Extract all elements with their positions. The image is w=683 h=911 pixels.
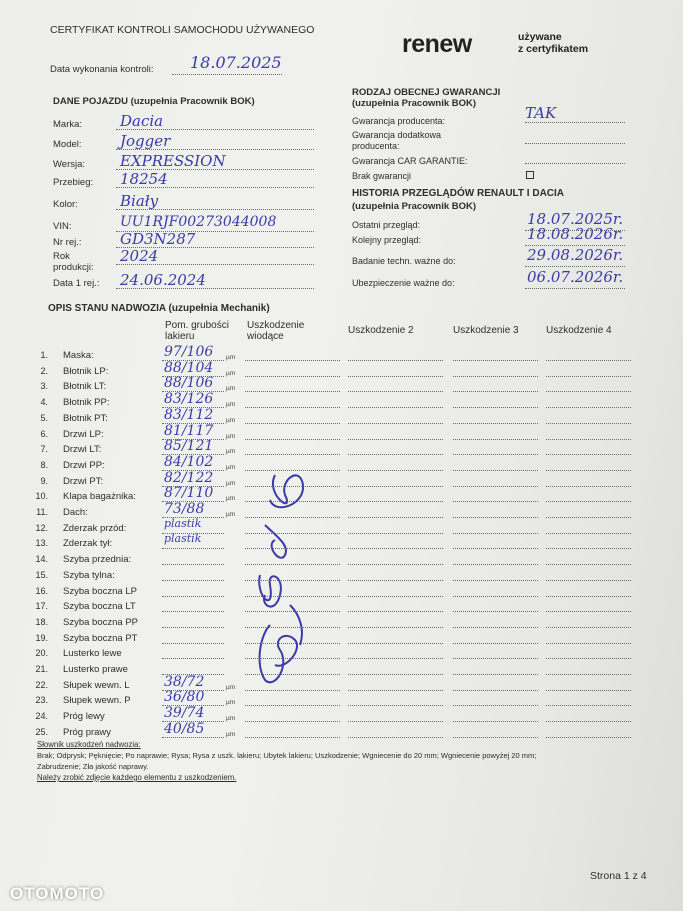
damage3-line [453, 658, 538, 659]
body-row-number: 2. [40, 366, 48, 376]
history-heading-2: (uzupełnia Pracownik BOK) [352, 201, 477, 212]
damage4-line [546, 674, 631, 675]
damage1-line [245, 454, 340, 455]
thickness-value: 38/72 [164, 674, 205, 690]
damage4-line [546, 533, 631, 534]
damage2-line [348, 486, 443, 487]
vehicle-field-label: Data 1 rej.: [53, 278, 100, 289]
damage4-line [546, 517, 631, 518]
damage4-line [546, 737, 631, 738]
body-row-number: 6. [40, 429, 48, 439]
brand-tagline [518, 31, 588, 55]
damage3-line [453, 439, 538, 440]
thickness-value: 36/80 [164, 689, 205, 705]
damage2-header: Uszkodzenie 2 [348, 325, 414, 336]
date-value: 18.07.2025 [190, 53, 282, 72]
damage4-line [546, 423, 631, 424]
thickness-line [162, 564, 224, 565]
body-row-number: 12. [35, 523, 48, 533]
damage3-line [453, 391, 538, 392]
damage2-line [348, 407, 443, 408]
damage1-line [245, 690, 340, 691]
damage4-line [546, 596, 631, 597]
damage4-header: Uszkodzenie 4 [546, 325, 612, 336]
date-label: Data wykonania kontroli: [50, 64, 154, 75]
thickness-line [162, 627, 224, 628]
body-row-number: 5. [40, 413, 48, 423]
body-row-label: Szyba boczna PP [63, 617, 138, 628]
damage3-line [453, 643, 538, 644]
damage2-line [348, 627, 443, 628]
thickness-value: plastik [164, 517, 202, 530]
damage3-line [453, 705, 538, 706]
history-field-value: 06.07.2026r. [527, 268, 624, 286]
unit-label: µm [226, 715, 236, 722]
damage2-line [348, 439, 443, 440]
damage3-line [453, 690, 538, 691]
damage3-line [453, 501, 538, 502]
body-row-number: 9. [40, 476, 48, 486]
damage2-line [348, 705, 443, 706]
damage3-line [453, 517, 538, 518]
unit-label: µm [226, 495, 236, 502]
damage2-line [348, 643, 443, 644]
unit-label: µm [226, 448, 236, 455]
damage2-line [348, 501, 443, 502]
thickness-line [162, 611, 224, 612]
body-row-label: Szyba tylna: [63, 570, 115, 581]
damage3-line [453, 596, 538, 597]
damage3-line [453, 674, 538, 675]
body-row-number: 24. [35, 711, 48, 721]
thickness-value: 85/121 [164, 438, 214, 454]
damage1-line [245, 470, 340, 471]
thickness-line [162, 548, 224, 549]
history-field-label: Ostatni przegląd: [352, 220, 421, 230]
thickness-value: 88/104 [164, 360, 214, 376]
page-number: Strona 1 z 4 [590, 870, 647, 882]
damage1-line [245, 533, 340, 534]
tagline-line1: używane [518, 31, 562, 43]
history-field-value: 29.08.2026r. [527, 246, 624, 264]
body-row-label: Szyba boczna LP [63, 586, 137, 597]
body-row-label: Błotnik PP: [63, 397, 110, 408]
unit-label: µm [226, 731, 236, 738]
damage1-line [245, 501, 340, 502]
body-row-number: 23. [35, 695, 48, 705]
brand-logo: renew [402, 30, 472, 58]
damage4-line [546, 470, 631, 471]
damage1-line [245, 391, 340, 392]
body-row-number: 25. [35, 727, 48, 737]
body-row-number: 1. [40, 350, 48, 360]
damage4-line [546, 580, 631, 581]
damage1-line [245, 376, 340, 377]
damage4-line [546, 627, 631, 628]
unit-label: µm [226, 684, 236, 691]
thickness-value: 39/74 [164, 705, 205, 721]
damage1-line [245, 674, 340, 675]
unit-label: µm [226, 433, 236, 440]
vehicle-field-value: 24.06.2024 [120, 271, 206, 289]
additional-warranty-label-1: Gwarancja dodatkowa [352, 130, 442, 140]
damage4-line [546, 658, 631, 659]
damage1-line [245, 596, 340, 597]
body-row-label: Drzwi LT: [63, 444, 102, 455]
damage2-line [348, 517, 443, 518]
damage1-line [245, 580, 340, 581]
body-row-label: Lusterko lewe [63, 648, 122, 659]
damage3-line [453, 376, 538, 377]
damage1-line [245, 721, 340, 722]
damage4-line [546, 690, 631, 691]
damage4-line [546, 721, 631, 722]
body-row-label: Dach: [63, 507, 88, 518]
vehicle-field-value: UU1RJF00273044008 [120, 214, 277, 230]
body-row-number: 13. [35, 538, 48, 548]
unit-label: µm [226, 417, 236, 424]
damage3-line [453, 580, 538, 581]
thickness-line [162, 596, 224, 597]
damage1-line [245, 548, 340, 549]
legend-title: Słownik uszkodzeń nadwozia: [37, 740, 141, 749]
unit-label: µm [226, 354, 236, 361]
vehicle-field-value: Biały [120, 192, 159, 210]
damage4-line [546, 705, 631, 706]
damage2-line [348, 454, 443, 455]
body-row-number: 19. [35, 633, 48, 643]
vehicle-field-value: Jogger [120, 132, 171, 150]
body-row-number: 14. [35, 554, 48, 564]
damage1-line [245, 360, 340, 361]
damage3-line [453, 548, 538, 549]
vehicle-field-value: 18254 [120, 170, 168, 188]
history-field-label: Badanie techn. ważne do: [352, 256, 456, 266]
damage2-line [348, 376, 443, 377]
body-row-number: 21. [35, 664, 48, 674]
body-row-label: Drzwi PT: [63, 476, 104, 487]
body-row-label: Drzwi PP: [63, 460, 105, 471]
thickness-header-1: Pom. grubości [165, 320, 229, 331]
thickness-value: 83/112 [164, 407, 214, 423]
thickness-value: 87/110 [164, 485, 214, 501]
damage2-line [348, 737, 443, 738]
damage2-line [348, 658, 443, 659]
damage3-line [453, 486, 538, 487]
otomoto-watermark: OTOMOTO [10, 884, 105, 903]
unit-label: µm [226, 480, 236, 487]
damage4-line [546, 454, 631, 455]
warranty-heading-1: RODZAJ OBECNEJ GWARANCJI [352, 87, 501, 98]
vehicle-field-label: Kolor: [53, 199, 78, 210]
body-row-label: Próg prawy [63, 727, 112, 738]
vehicle-field-label: produkcji: [53, 262, 94, 273]
unit-label: µm [226, 464, 236, 471]
vehicle-field-value: GD3N287 [120, 230, 196, 248]
body-row-number: 10. [35, 491, 48, 501]
vehicle-field-value: EXPRESSION [120, 152, 226, 170]
damage4-line [546, 407, 631, 408]
car-garantie-label: Gwarancja CAR GARANTIE: [352, 156, 468, 166]
history-field-label: Ubezpieczenie ważne do: [352, 278, 455, 288]
body-row-number: 22. [35, 680, 48, 690]
legend-line-1: Brak; Odprysk; Pęknięcie; Po naprawie; Rysa; Rysa z uszk. lakieru; Ubytek lakieru; Uszkodzenie; Wgniecenie do 20 mm; Wgniecenie powyżej 20 mm; [37, 751, 537, 760]
body-row-number: 18. [35, 617, 48, 627]
body-row-label: Zderzak tył: [63, 538, 113, 549]
thickness-value: plastik [164, 532, 202, 545]
damage4-line [546, 376, 631, 377]
damage3-line [453, 627, 538, 628]
thickness-value: 81/117 [164, 423, 214, 439]
additional-warranty-label-2: producenta: [352, 141, 400, 151]
vehicle-field-label: Przebieg: [53, 177, 94, 188]
damage2-line [348, 423, 443, 424]
body-row-number: 20. [35, 648, 48, 658]
damage1-header-2: wiodące [247, 331, 284, 342]
unit-label: µm [226, 511, 236, 518]
damage1-line [245, 627, 340, 628]
damage4-line [546, 360, 631, 361]
unit-label: µm [226, 699, 236, 706]
damage3-line [453, 454, 538, 455]
vehicle-field-label: Rok [53, 251, 70, 262]
damage4-line [546, 564, 631, 565]
body-row-label: Zderzak przód: [63, 523, 127, 534]
vehicle-field-label: Model: [53, 139, 82, 150]
damage1-line [245, 737, 340, 738]
damage4-line [546, 548, 631, 549]
damage3-line [453, 407, 538, 408]
thickness-header-2: lakieru [165, 331, 195, 342]
date-line [172, 74, 282, 75]
thickness-line [162, 658, 224, 659]
damage1-line [245, 611, 340, 612]
damage1-line [245, 705, 340, 706]
vehicle-field-label: VIN: [53, 221, 72, 232]
producer-warranty-line [525, 122, 625, 123]
no-warranty-label: Brak gwarancji [352, 171, 412, 181]
legend-note: Należy zrobić zdjęcie każdego elementu z uszkodzeniem. [37, 773, 237, 782]
damage3-line [453, 564, 538, 565]
body-row-label: Lusterko prawe [63, 664, 128, 675]
body-row-label: Szyba boczna LT [63, 601, 136, 612]
producer-warranty-value: TAK [525, 104, 557, 122]
damage4-line [546, 643, 631, 644]
car-garantie-line [525, 163, 625, 164]
damage3-line [453, 423, 538, 424]
mechanic-signature-icon [245, 455, 325, 695]
damage4-line [546, 611, 631, 612]
body-row-label: Drzwi LP: [63, 429, 104, 440]
damage2-line [348, 533, 443, 534]
damage3-line [453, 611, 538, 612]
unit-label: µm [226, 385, 236, 392]
body-condition-heading: OPIS STANU NADWOZIA (uzupełnia Mechanik) [48, 303, 270, 314]
thickness-value: 40/85 [164, 721, 205, 737]
body-row-number: 16. [35, 586, 48, 596]
damage1-line [245, 517, 340, 518]
form-title: CERTYFIKAT KONTROLI SAMOCHODU UŻYWANEGO [50, 24, 315, 36]
body-row-label: Maska: [63, 350, 94, 361]
unit-label: µm [226, 401, 236, 408]
damage2-line [348, 360, 443, 361]
body-row-label: Błotnik PT: [63, 413, 108, 424]
damage1-line [245, 658, 340, 659]
additional-warranty-line [525, 143, 625, 144]
damage1-line [245, 439, 340, 440]
history-field-line [525, 288, 625, 289]
damage1-line [245, 486, 340, 487]
damage1-line [245, 564, 340, 565]
body-row-number: 8. [40, 460, 48, 470]
damage3-line [453, 721, 538, 722]
damage3-line [453, 470, 538, 471]
damage2-line [348, 721, 443, 722]
history-heading-1: HISTORIA PRZEGLĄDÓW RENAULT I DACIA [352, 188, 565, 199]
body-row-label: Próg lewy [63, 711, 105, 722]
body-row-label: Klapa bagażnika: [63, 491, 136, 502]
damage1-line [245, 423, 340, 424]
damage2-line [348, 564, 443, 565]
warranty-heading-2: (uzupełnia Pracownik BOK) [352, 98, 477, 109]
tagline-line2: z certyfikatem [518, 43, 589, 55]
body-row-number: 4. [40, 397, 48, 407]
thickness-value: 83/126 [164, 391, 214, 407]
damage4-line [546, 486, 631, 487]
damage2-line [348, 548, 443, 549]
damage1-line [245, 407, 340, 408]
damage2-line [348, 611, 443, 612]
history-field-value: 18.07.2025r. [527, 210, 624, 228]
body-row-label: Błotnik LT: [63, 381, 107, 392]
thickness-value: 88/106 [164, 375, 214, 391]
damage2-line [348, 580, 443, 581]
vehicle-field-label: Nr rej.: [53, 237, 82, 248]
legend-line-2: Zabrudzenie; Zła jakość naprawy. [37, 762, 149, 771]
damage3-header: Uszkodzenie 3 [453, 325, 519, 336]
damage2-line [348, 674, 443, 675]
vehicle-field-label: Marka: [53, 119, 83, 130]
body-row-number: 11. [36, 507, 48, 517]
thickness-value: 73/88 [164, 501, 205, 517]
damage4-line [546, 439, 631, 440]
damage4-line [546, 501, 631, 502]
vehicle-heading: DANE POJAZDU (uzupełnia Pracownik BOK) [53, 96, 255, 107]
no-warranty-checkbox[interactable] [526, 171, 534, 179]
thickness-value: 84/102 [164, 454, 214, 470]
damage3-line [453, 737, 538, 738]
damage2-line [348, 690, 443, 691]
thickness-line [162, 737, 224, 738]
body-row-number: 17. [35, 601, 48, 611]
producer-warranty-label: Gwarancja producenta: [352, 116, 446, 126]
body-row-number: 7. [40, 444, 48, 454]
history-field-line [525, 266, 625, 267]
damage1-line [245, 643, 340, 644]
thickness-value: 97/106 [164, 344, 214, 360]
unit-label: µm [226, 370, 236, 377]
history-field-value: 18.08.2026r. [527, 225, 624, 243]
damage4-line [546, 391, 631, 392]
damage2-line [348, 470, 443, 471]
damage2-line [348, 391, 443, 392]
body-row-number: 15. [35, 570, 48, 580]
body-row-label: Słupek wewn. P [63, 695, 131, 706]
vehicle-field-label: Wersja: [53, 159, 86, 170]
body-row-label: Szyba przednia: [63, 554, 132, 565]
body-row-label: Błotnik LP: [63, 366, 109, 377]
thickness-line [162, 643, 224, 644]
damage2-line [348, 596, 443, 597]
history-field-label: Kolejny przegląd: [352, 235, 422, 245]
thickness-line [162, 580, 224, 581]
damage3-line [453, 360, 538, 361]
damage3-line [453, 533, 538, 534]
damage1-header-1: Uszkodzenie [247, 320, 305, 331]
vehicle-field-value: 2024 [120, 247, 159, 265]
body-row-number: 3. [40, 381, 48, 391]
body-row-label: Szyba boczna PT [63, 633, 138, 644]
thickness-value: 82/122 [164, 470, 214, 486]
vehicle-field-value: Dacia [120, 112, 164, 130]
body-row-label: Słupek wewn. L [63, 680, 130, 691]
